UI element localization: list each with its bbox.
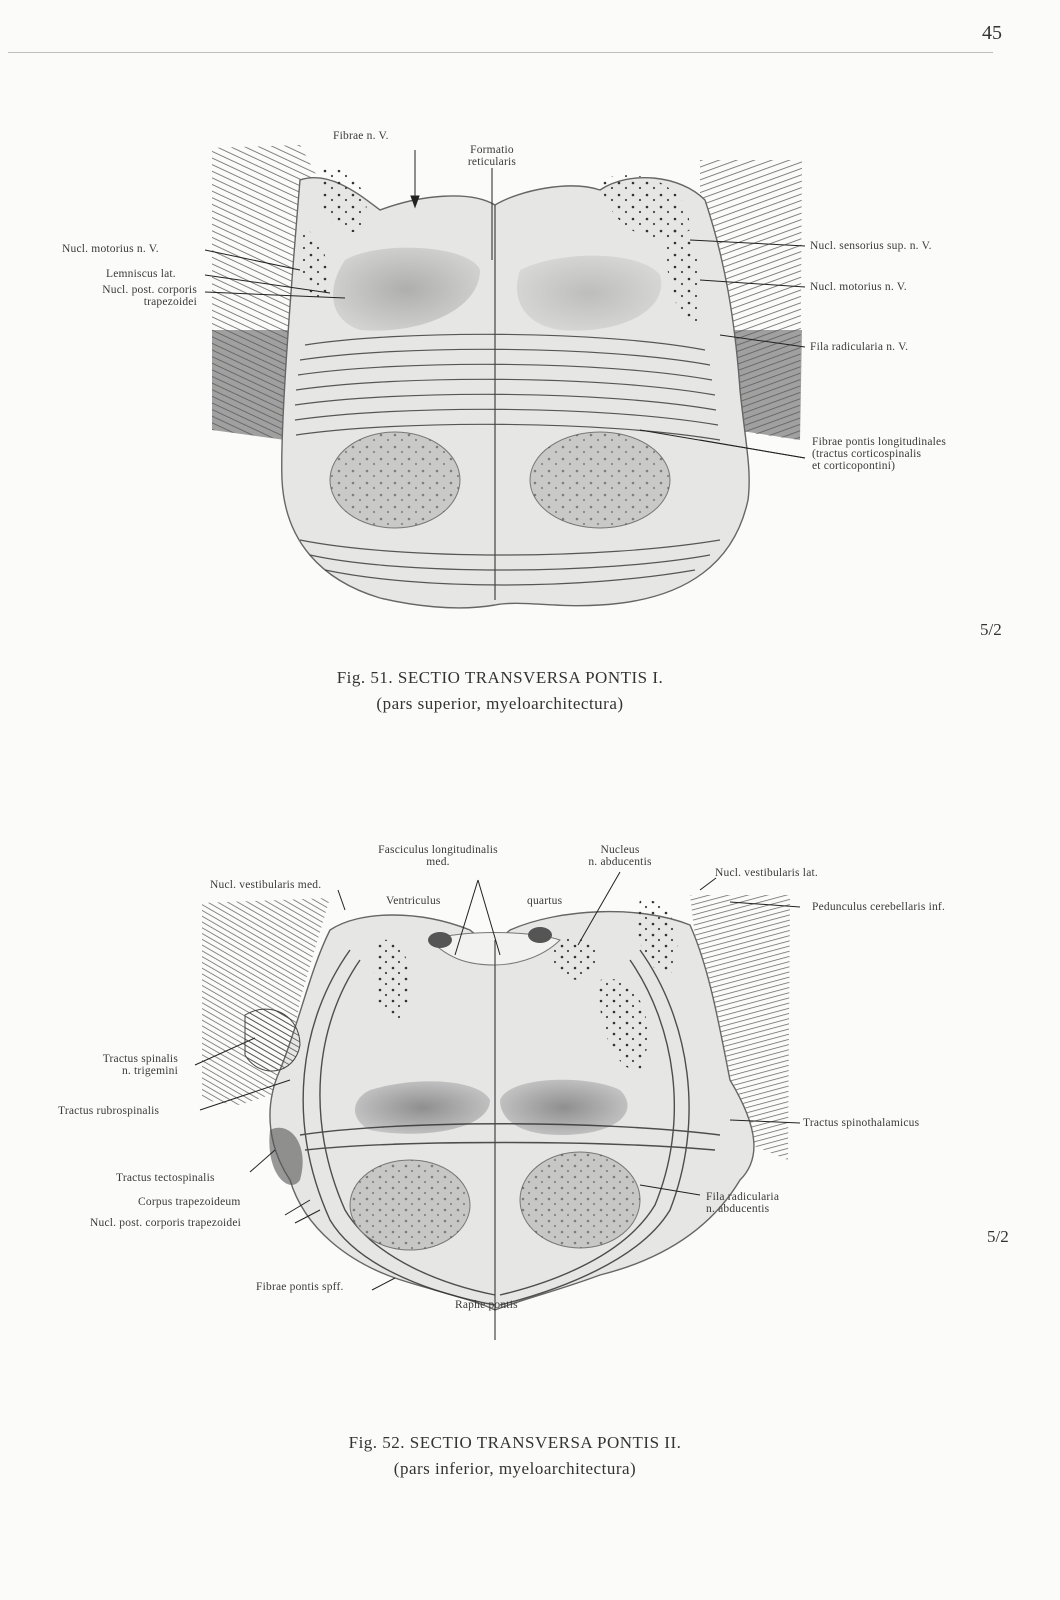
label-nucl-post-corporis: Nucl. post. corporis trapezoidei bbox=[90, 1217, 242, 1229]
figure-52-caption bbox=[15, 1430, 1015, 1482]
label-fila-radicularia-line-1: Fila radicularia bbox=[706, 1191, 780, 1203]
label-fibrae-n-v: Fibrae n. V. bbox=[333, 130, 389, 142]
figure-51-caption-title: Fig. 51. SECTIO TRANSVERSA PONTIS I. bbox=[336, 668, 664, 687]
figure-51-caption bbox=[0, 665, 1000, 717]
label-fasciculus-longitudinalis bbox=[348, 844, 528, 868]
label-nucl-post-corporis bbox=[60, 284, 197, 308]
label-fibrae-pontis-spff: Fibrae pontis spff. bbox=[256, 1281, 344, 1293]
label-tractus-spinothalamicus: Tractus spinothalamicus bbox=[803, 1117, 920, 1129]
label-formatio-line-1: Formatio bbox=[470, 144, 514, 156]
figure-51-illustration bbox=[0, 0, 1060, 760]
label-raphe-pontis: Raphe pontis bbox=[455, 1299, 518, 1311]
label-nucl-post-line-2: trapezoidei bbox=[143, 296, 197, 308]
label-nucleus-abducentis bbox=[570, 844, 670, 868]
label-tractus-tectospinalis: Tractus tectospinalis bbox=[116, 1172, 215, 1184]
label-nucl-vestibularis-lat: Nucl. vestibularis lat. bbox=[715, 867, 818, 879]
label-fasciculus-line-1: Fasciculus longitudinalis bbox=[378, 844, 498, 856]
figure-52-scale: 5/2 bbox=[987, 1227, 1009, 1246]
label-tractus-spinalis-line-1: Tractus spinalis bbox=[102, 1053, 178, 1065]
label-fila-radicularia-line-2: n. abducentis bbox=[706, 1203, 770, 1215]
label-fibrae-pontis-line-1: Fibrae pontis longitudinales bbox=[812, 436, 947, 448]
figure-51-scale: 5/2 bbox=[980, 620, 1002, 639]
label-fibrae-pontis-line-2: (tractus corticospinalis bbox=[812, 448, 922, 460]
label-nucl-motorius-left: Nucl. motorius n. V. bbox=[62, 243, 159, 255]
label-fila-radicularia: Fila radicularia n. V. bbox=[810, 341, 909, 353]
label-fibrae-pontis-long bbox=[812, 436, 946, 472]
label-nucl-motorius-right: Nucl. motorius n. V. bbox=[810, 281, 907, 293]
figure-51 bbox=[0, 0, 1060, 760]
label-nucl-vestibularis-med: Nucl. vestibularis med. bbox=[210, 879, 322, 891]
label-fibrae-pontis-line-3: et corticopontini) bbox=[812, 460, 896, 472]
label-pedunculus-cerebellaris: Pedunculus cerebellaris inf. bbox=[812, 901, 946, 913]
label-fasciculus-line-2: med. bbox=[426, 856, 450, 868]
label-tractus-spinalis-line-2: n. trigemini bbox=[121, 1065, 178, 1077]
label-nucleus-abducentis-line-1: Nucleus bbox=[600, 844, 640, 856]
label-fila-radicularia-abducentis bbox=[706, 1191, 779, 1215]
figure-52-caption-title: Fig. 52. SECTIO TRANSVERSA PONTIS II. bbox=[348, 1433, 682, 1452]
label-tractus-spinalis bbox=[60, 1053, 178, 1077]
label-ventriculus: Ventriculus bbox=[386, 895, 441, 907]
figure-51-caption-subtitle: (pars superior, myeloarchitectura) bbox=[376, 694, 624, 713]
label-nucl-sensorius: Nucl. sensorius sup. n. V. bbox=[810, 240, 932, 252]
page-number: 45 bbox=[982, 22, 1002, 44]
label-corpus-trapezoideum: Corpus trapezoideum bbox=[138, 1196, 241, 1208]
label-formatio-reticularis bbox=[452, 144, 532, 168]
label-nucl-post-line-1: Nucl. post. corporis bbox=[102, 284, 197, 296]
label-formatio-line-2: reticularis bbox=[467, 156, 517, 168]
label-quartus: quartus bbox=[527, 895, 563, 907]
label-tractus-rubrospinalis: Tractus rubrospinalis bbox=[58, 1105, 160, 1117]
figure-52-caption-subtitle: (pars inferior, myeloarchitectura) bbox=[393, 1459, 637, 1478]
label-nucleus-abducentis-line-2: n. abducentis bbox=[588, 856, 652, 868]
label-lemniscus-lat: Lemniscus lat. bbox=[106, 268, 176, 280]
figure-52 bbox=[0, 800, 1060, 1520]
